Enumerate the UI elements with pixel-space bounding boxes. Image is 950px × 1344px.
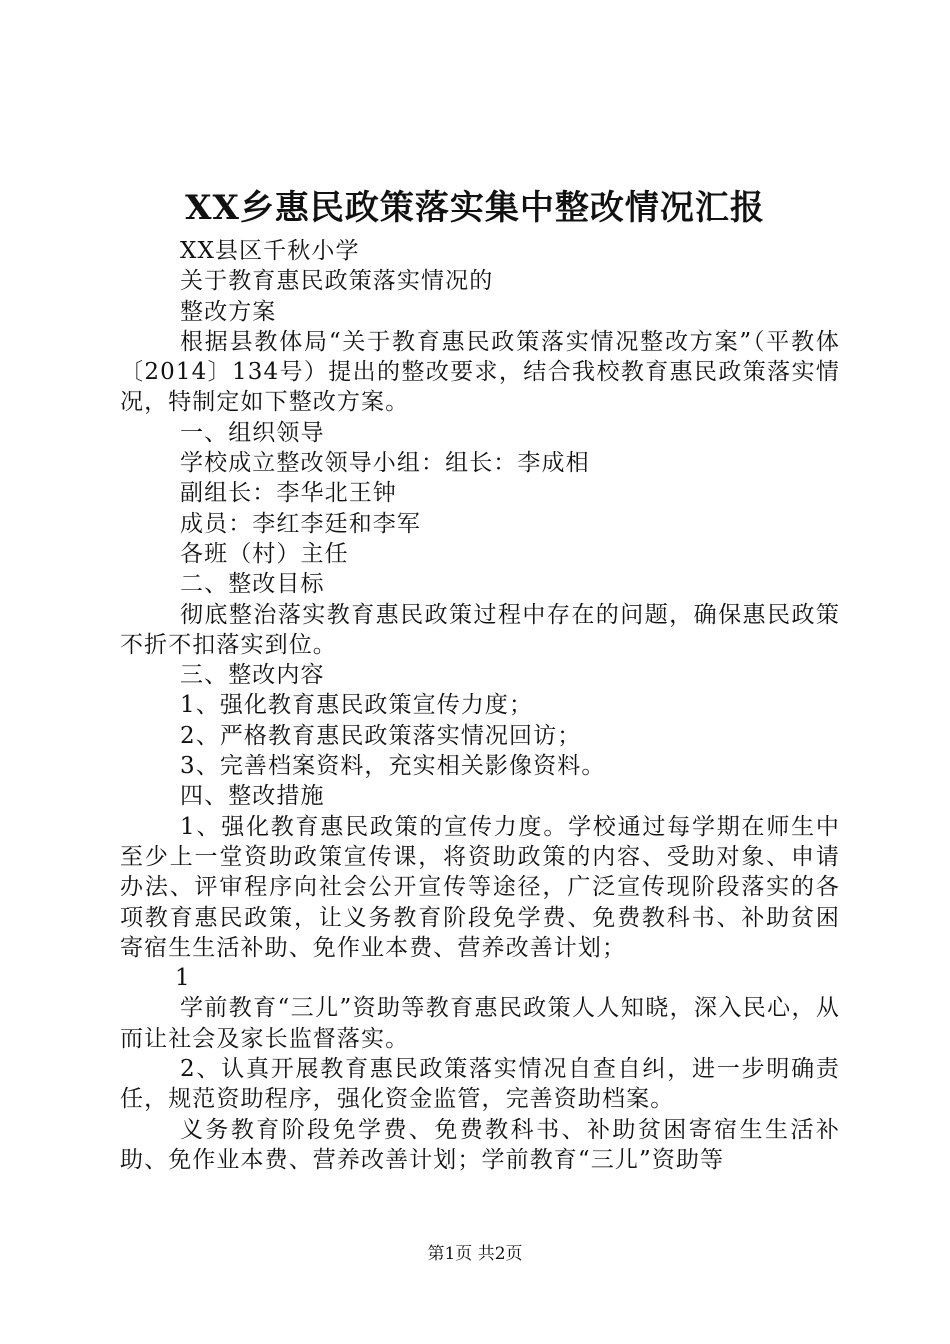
paragraph-intro: 根据县教体局“关于教育惠民政策落实情况整改方案”（平教体〔2014〕134号）提出的整改要求，结合我校教育惠民政策落实情况，特制定如下整改方案。 (120, 328, 840, 416)
paragraph-goal: 彻底整治落实教育惠民政策过程中存在的问题，确保惠民政策不折不扣落实到位。 (120, 601, 840, 658)
list-item-content-1: 1、强化教育惠民政策宣传力度； (180, 692, 534, 719)
page-footer: 第1页 共2页 (427, 1244, 523, 1264)
paragraph-members: 成员：李红李廷和李军 (180, 510, 421, 537)
document-title: XX乡惠民政策落实集中整改情况汇报 (185, 188, 765, 228)
paragraph-school-name: XX县区千秋小学 (180, 238, 360, 264)
paragraph-measure-2-detail: 义务教育阶段免学费、免费教科书、补助贫困寄宿生生活补助、免作业本费、营养改善计划；学前教育“三儿”资助等 (120, 1116, 840, 1173)
paragraph-measure-1-continued: 学前教育“三儿”资助等教育惠民政策人人知晓，深入民心，从而让社会及家长监督落实。 (120, 995, 840, 1052)
section-heading-4: 四、整改措施 (180, 783, 325, 810)
paragraph-subtitle-line-2: 整改方案 (180, 298, 277, 325)
paragraph-measure-1: 1、强化教育惠民政策的宣传力度。学校通过每学期在师生中至少上一堂资助政策宣传课，将资助政策的内容、受助对象、申请办法、评审程序向社会公开宣传等途径，广泛宣传现阶段落实的各项教育惠民政策，让义务教育阶段免学费、免费教科书、补助贫困寄宿生生活补助、免作业本费、营养改善计划； (120, 813, 840, 961)
paragraph-subtitle-line-1: 关于教育惠民政策落实情况的 (180, 268, 494, 295)
paragraph-deputy: 副组长：李华北王钟 (180, 480, 397, 507)
list-item-content-3: 3、完善档案资料，充实相关影像资料。 (180, 753, 606, 780)
section-heading-3: 三、整改内容 (180, 662, 325, 689)
paragraph-class-heads: 各班（村）主任 (180, 540, 349, 567)
inline-page-number: 1 (175, 965, 191, 992)
list-item-content-2: 2、严格教育惠民政策落实情况回访； (180, 722, 582, 749)
section-heading-1: 一、组织领导 (180, 419, 325, 446)
paragraph-leader: 学校成立整改领导小组：组长：李成相 (180, 450, 590, 477)
section-heading-2: 二、整改目标 (180, 571, 325, 598)
paragraph-measure-2: 2、认真开展教育惠民政策落实情况自查自纠，进一步明确责任，规范资助程序，强化资金监管，完善资助档案。 (120, 1056, 840, 1113)
document-body (120, 236, 840, 1175)
